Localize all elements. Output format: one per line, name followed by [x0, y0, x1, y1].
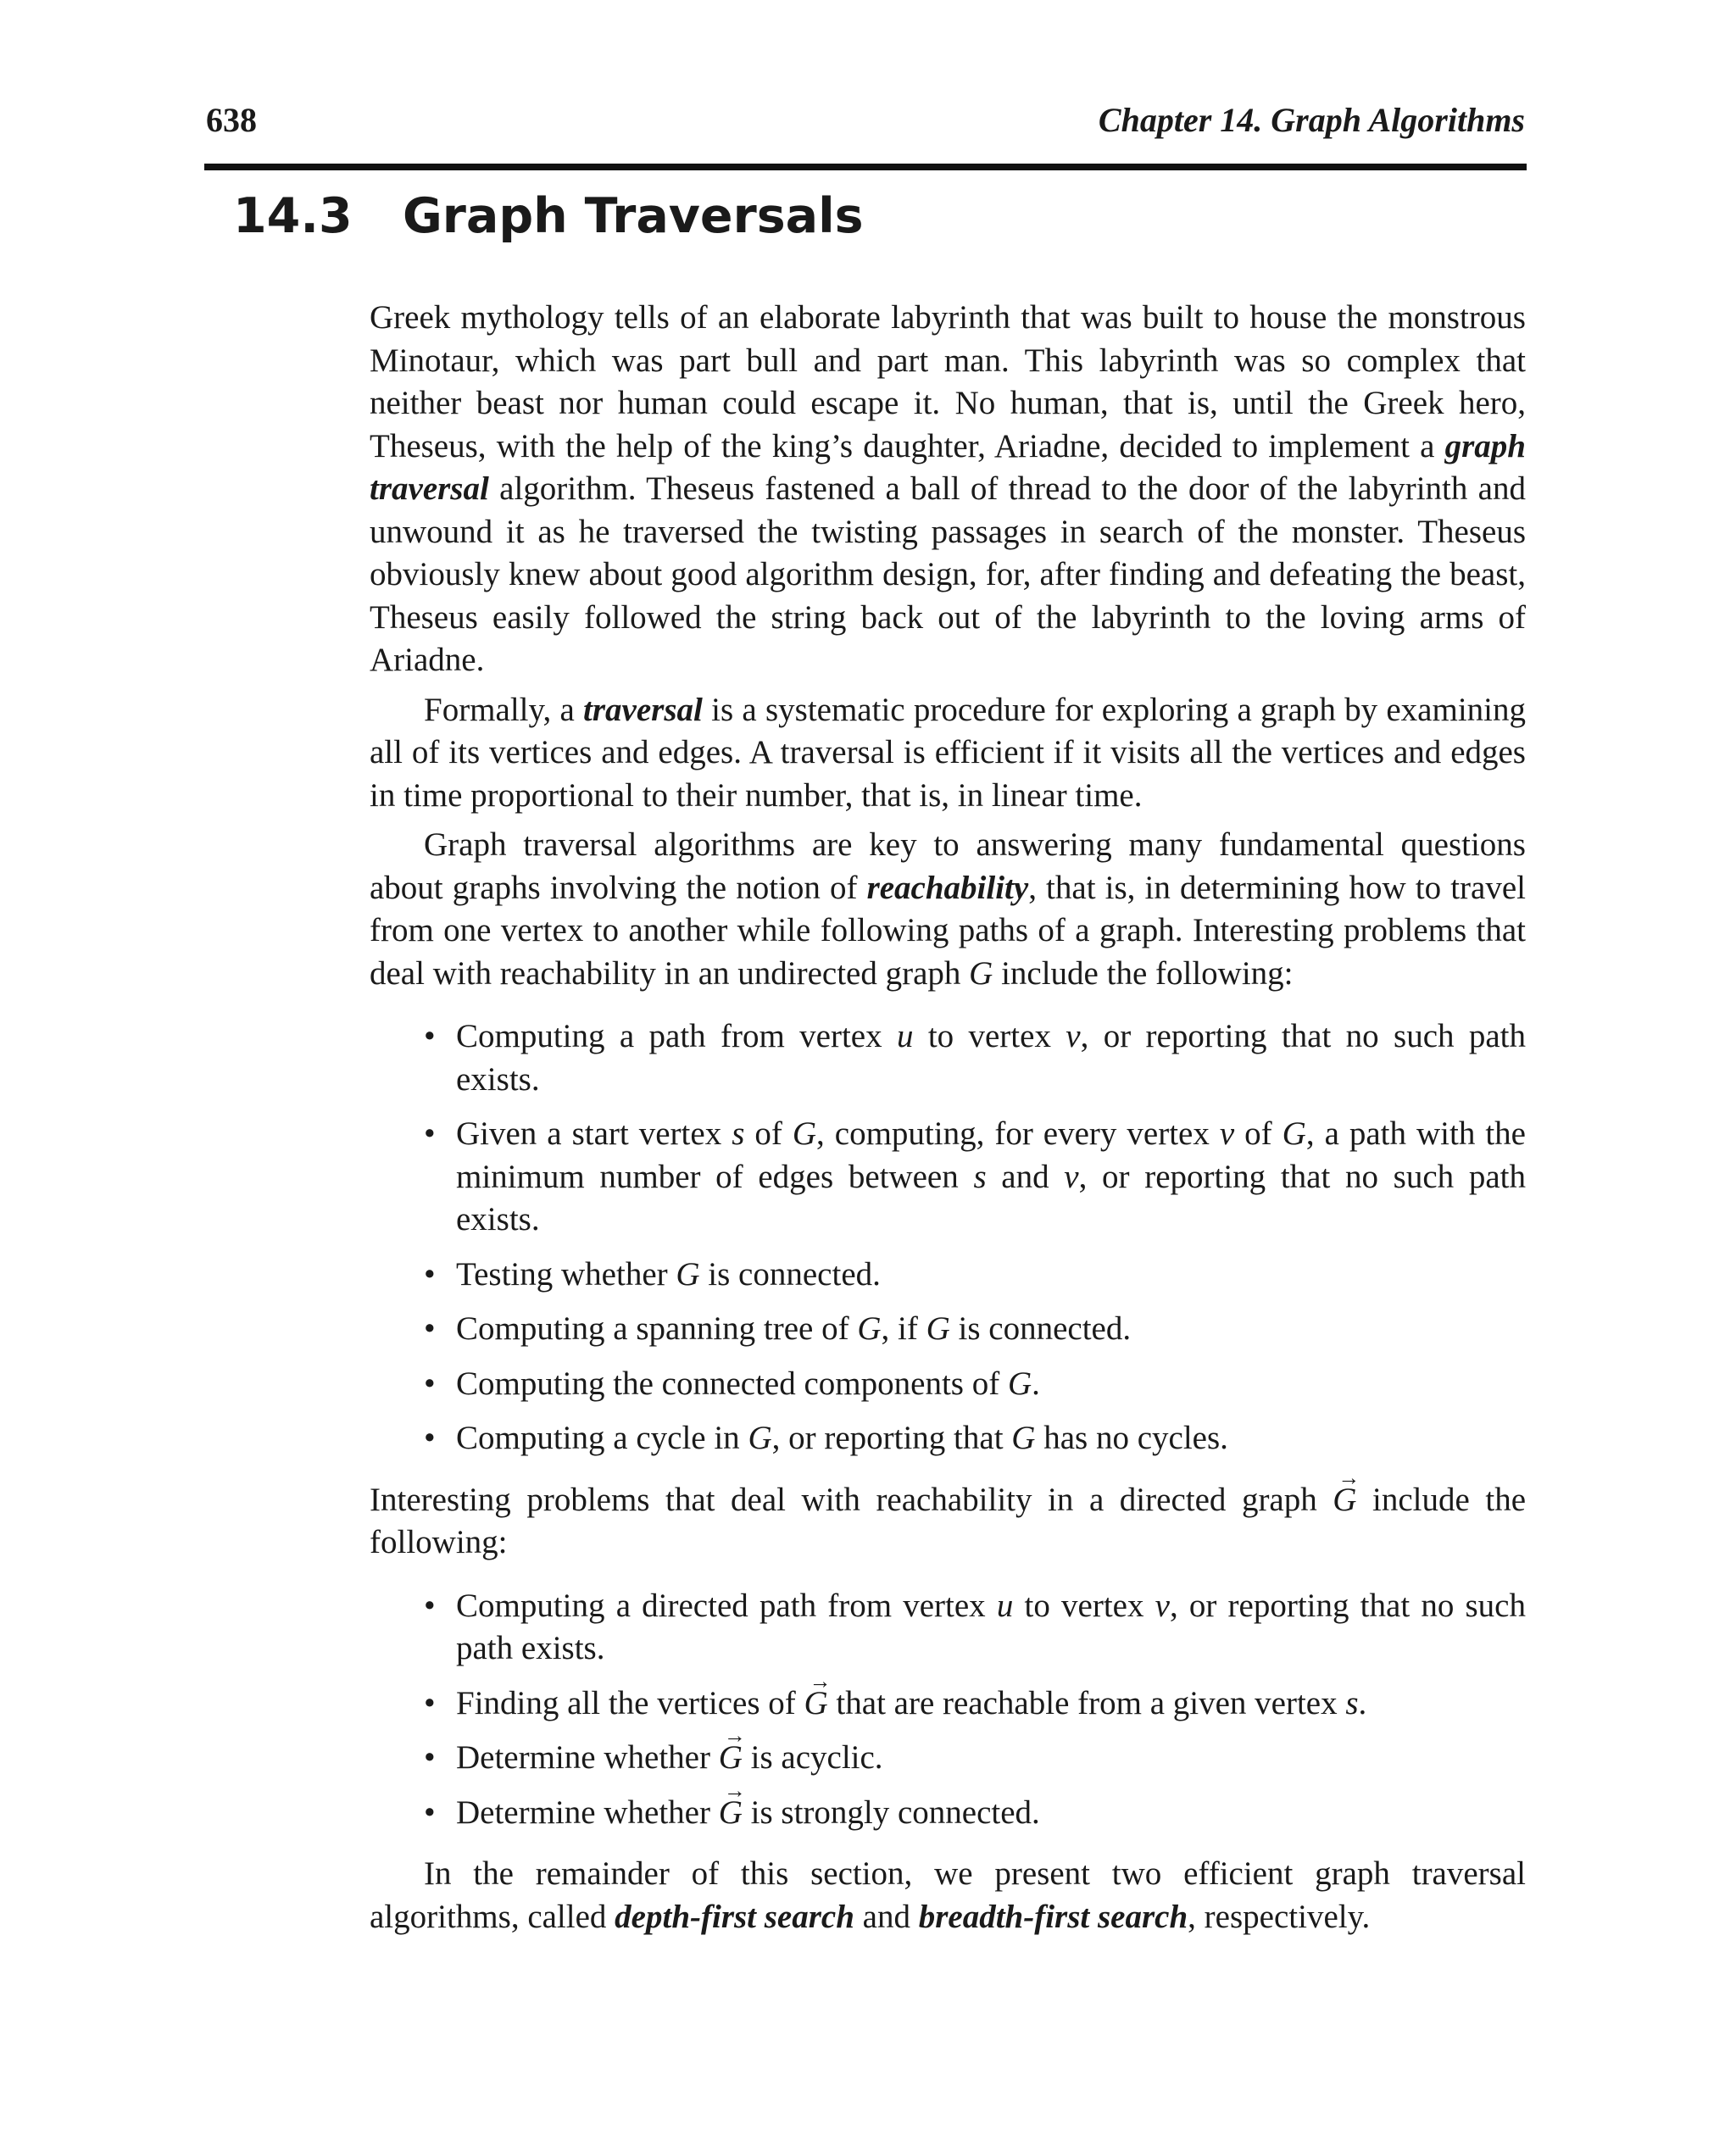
math-var-directed-graph: → G [719, 1792, 743, 1835]
term-graph-traversal: graph traversal [370, 427, 1526, 507]
text-run: of [1234, 1115, 1283, 1152]
math-var: u [896, 1018, 914, 1054]
text-run: Graph traversal algorithms are key to answering many fundamental questions about graphs involving the notion of [370, 826, 1526, 906]
list-item [370, 1015, 1526, 1101]
section-number: 14.3 [233, 188, 353, 244]
text-run: Finding all the vertices of [456, 1684, 804, 1721]
text-run: , or reporting that [771, 1420, 1012, 1456]
math-var: v [1219, 1115, 1235, 1152]
text-run: Interesting problems that deal with reachability in a directed graph [370, 1481, 1333, 1518]
list-item [370, 1363, 1526, 1406]
math-var: G [926, 1310, 950, 1347]
text-run: . [1032, 1365, 1040, 1402]
math-var: s [732, 1115, 745, 1152]
term-traversal: traversal [583, 691, 703, 728]
section-heading [233, 188, 864, 244]
math-var: G [1282, 1115, 1306, 1152]
text-run: Greek mythology tells of an elaborate labyrinth that was built to house the monstrous Minotaur, which was part bull and part man. This labyrinth was so complex that neither beast nor human could escape it. No human, that is, until the Greek hero, Theseus, with the help of the king’s daughter, Ariadne, decided to implement a [370, 299, 1526, 464]
text-run: , or reporting that no such path exists. [456, 1587, 1526, 1666]
section-title: Graph Traversals [403, 188, 864, 244]
bullet: • [424, 1793, 436, 1831]
math-var: G [1011, 1420, 1036, 1456]
paragraph-remainder [370, 1853, 1526, 1938]
math-var: G [1007, 1365, 1032, 1402]
text-run: , respectively. [1188, 1898, 1371, 1935]
list-item [370, 1113, 1526, 1242]
text-run: and [854, 1898, 919, 1935]
term-reachability: reachability [866, 869, 1029, 906]
math-var: G [676, 1255, 700, 1293]
text-run: algorithm. Theseus fastened a ball of thread to the door of the labyrinth and unwound it as he traversed the twisting passages in search of the monster. Theseus obviously knew about good algorithm design, for, after finding and defeating the beast, Theseus easily followed the string back out of the labyrinth to the loving arms of Ariadne. [370, 470, 1526, 678]
text-run: is strongly connected. [742, 1793, 1040, 1831]
text-run: Computing a path from vertex [456, 1018, 897, 1054]
text-run: Computing a spanning tree of [456, 1310, 858, 1347]
math-var: s [973, 1158, 987, 1195]
text-run: , or reporting that no such path exists. [456, 1018, 1526, 1098]
math-var: v [1155, 1587, 1170, 1624]
bullet: • [424, 1018, 436, 1054]
math-var: v [1066, 1018, 1081, 1054]
bullet: • [424, 1115, 436, 1152]
text-run: that are reachable from a given vertex [827, 1684, 1346, 1721]
math-var: G [857, 1310, 882, 1347]
text-run: to vertex [1013, 1587, 1155, 1624]
math-var: G [969, 954, 993, 992]
bullet: • [424, 1739, 436, 1776]
paragraph-directed-intro [370, 1479, 1526, 1565]
list-item [370, 1792, 1526, 1835]
term-depth-first-search: depth-first search [615, 1898, 854, 1935]
text-run: , if [881, 1310, 926, 1347]
text-run: . [1358, 1684, 1367, 1721]
bullet: • [424, 1420, 436, 1456]
text-run: Computing a directed path from vertex [456, 1587, 997, 1624]
text-run: is connected. [949, 1310, 1132, 1347]
text-run: , or reporting that no such path exists. [456, 1158, 1526, 1237]
text-run: of [744, 1115, 793, 1152]
text-run: and [986, 1158, 1065, 1195]
text-run: , that is, in determining how to travel from one vertex to another while following paths of a graph. Interesting problems that deal with reachability in an undirected graph [370, 869, 1526, 992]
text-run: Computing a cycle in [456, 1420, 748, 1456]
paragraph-labyrinth [370, 297, 1526, 682]
list-item [370, 1308, 1526, 1351]
math-var: s [1345, 1684, 1359, 1721]
math-var: v [1064, 1158, 1079, 1195]
math-var: u [996, 1587, 1014, 1624]
undirected-problems-list [370, 1015, 1526, 1460]
math-var-directed-graph: → G [804, 1682, 828, 1726]
text-run: is a systematic procedure for exploring a graph by examining all of its vertices and edges. A traversal is efficient if it visits all the vertices and edges in time proportional to their number, that is, in linear time. [370, 691, 1526, 814]
text-run: , computing, for every vertex [816, 1115, 1220, 1152]
running-head: Chapter 14. Graph Algorithms [1098, 101, 1525, 139]
header-rule [204, 164, 1527, 170]
text-run: Testing whether [456, 1255, 676, 1293]
math-var: G [792, 1115, 817, 1152]
text-run: to vertex [913, 1018, 1066, 1054]
text-run: is connected. [699, 1255, 881, 1293]
text-run: Determine whether [456, 1793, 719, 1831]
list-item [370, 1585, 1526, 1671]
term-breadth-first-search: breadth-first search [918, 1898, 1188, 1935]
list-item [370, 1682, 1526, 1726]
body-text [370, 297, 1526, 1945]
text-run: Formally, a [424, 691, 584, 728]
math-var-directed-graph: → G [1333, 1479, 1356, 1522]
text-run: , a path with the minimum number of edges between [456, 1115, 1526, 1195]
list-item [370, 1254, 1526, 1297]
page-number: 638 [206, 101, 257, 139]
page-header [206, 100, 1525, 142]
list-item [370, 1737, 1526, 1780]
bullet: • [424, 1255, 436, 1293]
text-run: include the following: [993, 954, 1294, 992]
text-run: In the remainder of this section, we present two efficient graph traversal algorithms, called [370, 1855, 1526, 1935]
text-run: has no cycles. [1035, 1420, 1228, 1456]
text-run: Computing the connected components of [456, 1365, 1008, 1402]
bullet: • [424, 1310, 436, 1347]
paragraph-reachability [370, 824, 1526, 995]
math-var-directed-graph: → G [719, 1737, 743, 1780]
text-run: Given a start vertex [456, 1115, 732, 1152]
bullet: • [424, 1365, 436, 1402]
text-run: is acyclic. [742, 1739, 883, 1776]
directed-problems-list [370, 1585, 1526, 1835]
text-run: include the following: [370, 1481, 1527, 1560]
list-item [370, 1417, 1526, 1460]
bullet: • [424, 1684, 436, 1721]
bullet: • [424, 1587, 436, 1624]
paragraph-traversal-definition [370, 689, 1526, 818]
text-run: Determine whether [456, 1739, 719, 1776]
math-var: G [748, 1420, 772, 1456]
